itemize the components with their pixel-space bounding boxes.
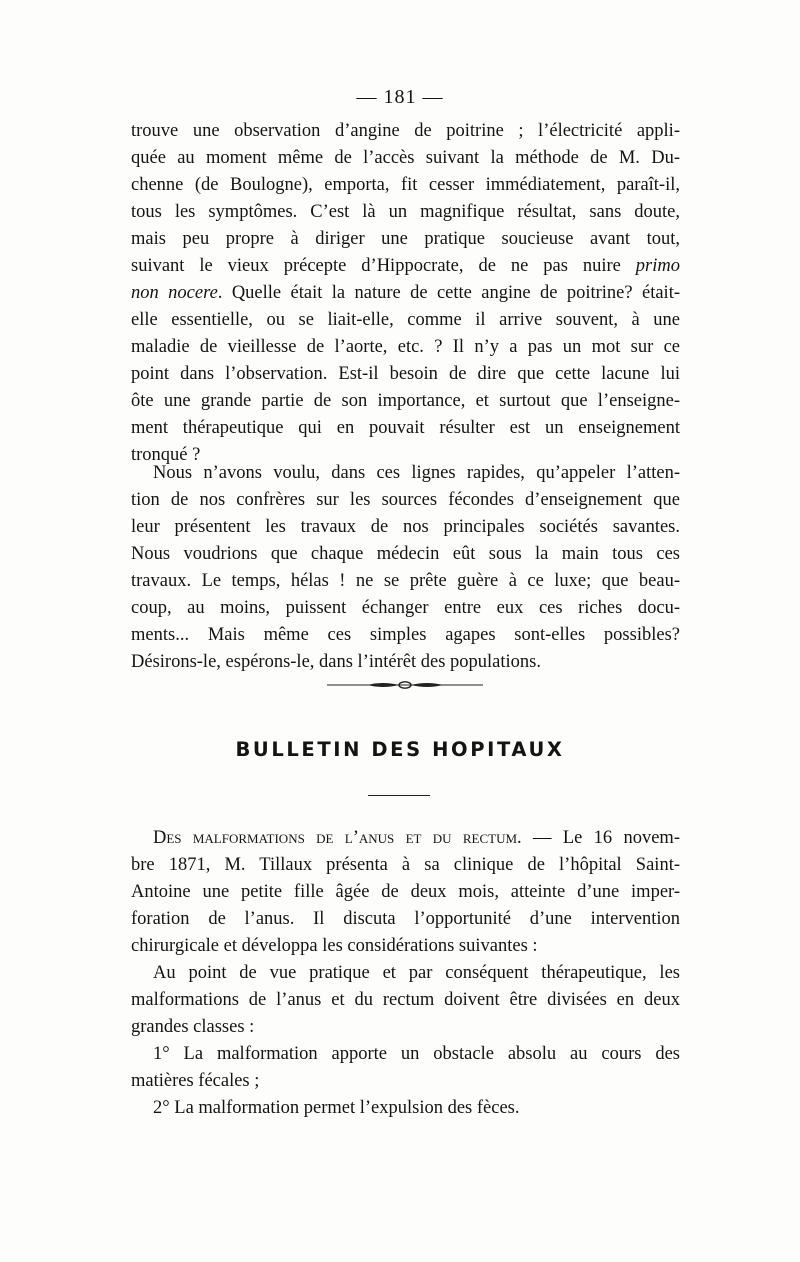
text-line — [131, 253, 680, 280]
text-line: coup, au moins, puissent échanger entre eux ces riches docu- — [131, 598, 680, 618]
text-line: tion de nos confrères sur les sources fécondes d’enseignement que — [131, 490, 680, 510]
paragraph-6 — [131, 1095, 680, 1122]
heading-rule — [368, 795, 430, 796]
text-line: mais peu propre à diriger une pratique soucieuse avant tout, — [131, 229, 680, 249]
text-segment: suivant le vieux précepte d’Hippocrate, de ne pas nuire — [131, 256, 636, 276]
paragraph-1 — [131, 118, 680, 469]
text-line: 1° La malformation apporte un obstacle absolu au cours des — [153, 1044, 680, 1064]
page-number: — 181 — — [356, 86, 444, 108]
latin-italic: non nocere — [131, 283, 218, 303]
text-line: grandes classes : — [131, 1017, 255, 1037]
text-line: malformations de l’anus et du rectum doivent être divisées en deux — [131, 990, 680, 1010]
article-title: Des malformations de l’anus et du rectum. — [153, 828, 522, 848]
text-line: Désirons-le, espérons-le, dans l’intérêt des populations. — [131, 652, 541, 672]
text-line: chenne (de Boulogne), emporta, fit cesser immédiatement, paraît-il, — [131, 175, 680, 195]
text-line — [131, 280, 680, 307]
text-line: Au point de vue pratique et par conséquent thérapeutique, les — [153, 963, 680, 983]
text-line: trouve une observation d’angine de poitrine ; l’électricité appli- — [131, 121, 680, 141]
paragraph-2 — [131, 460, 680, 676]
paragraph-4 — [131, 960, 680, 1041]
text-line: ments... Mais même ces simples agapes sont-elles possibles? — [131, 625, 680, 645]
paragraph-5 — [131, 1041, 680, 1095]
text-line: tous les symptômes. C’est là un magnifique résultat, sans doute, — [131, 202, 680, 222]
text-line: tronqué ? — [131, 445, 201, 465]
section-heading: BULLETIN DES HOPITAUX — [235, 738, 565, 761]
text-line: ment thérapeutique qui en pouvait résulter est un enseignement — [131, 418, 680, 438]
text-line: quée au moment même de l’accès suivant la méthode de M. Du- — [131, 148, 680, 168]
text-line: 2° La malformation permet l’expulsion des fèces. — [153, 1098, 520, 1118]
paragraph-3 — [131, 825, 680, 960]
latin-italic: primo — [635, 256, 680, 276]
text-line: foration de l’anus. Il discuta l’opportunité d’une intervention — [131, 909, 680, 929]
text-line: chirurgicale et développa les considérations suivantes : — [131, 936, 538, 956]
text-segment: . Quelle était la nature de cette angine de poitrine? était- — [217, 283, 680, 303]
text-line: Nous n’avons voulu, dans ces lignes rapides, qu’appeler l’atten- — [153, 463, 680, 483]
text-line: maladie de vieillesse de l’aorte, etc. ? Il n’y a pas un mot sur ce — [131, 337, 680, 357]
text-line: matières fécales ; — [131, 1071, 260, 1091]
text-line: point dans l’observation. Est-il besoin de dire que cette lacune lui — [131, 364, 680, 384]
text-line: travaux. Le temps, hélas ! ne se prête guère à ce luxe; que beau- — [131, 571, 680, 591]
ornament-divider — [327, 681, 483, 689]
text-line: Antoine une petite fille âgée de deux mois, atteinte d’une imper- — [131, 882, 680, 902]
text-line — [131, 825, 680, 852]
text-segment: — Le 16 novem- — [521, 828, 680, 848]
text-line: bre 1871, M. Tillaux présenta à sa clinique de l’hôpital Saint- — [131, 855, 680, 875]
text-line: leur présentent les travaux de nos principales sociétés savantes. — [131, 517, 680, 537]
text-line: Nous voudrions que chaque médecin eût sous la main tous ces — [131, 544, 680, 564]
text-line: ôte une grande partie de son importance, et surtout que l’enseigne- — [131, 391, 680, 411]
text-line: elle essentielle, ou se liait-elle, comme il arrive souvent, à une — [131, 310, 680, 330]
